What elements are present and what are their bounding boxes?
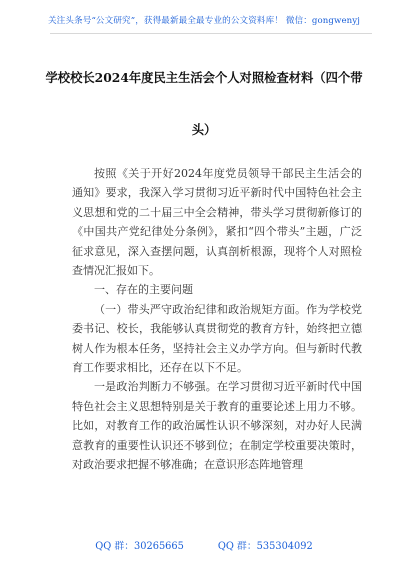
footer-qq-groups	[0, 538, 408, 552]
document-title-line-2: 头）	[191, 122, 217, 137]
intro-paragraph: 按照《关于开好2024年度党员领导干部民主生活会的通知》要求，我深入学习贯彻习近平新时代中国特色社会主义思想和党的二十届三中全会精神，带头学习贯彻新修订的《中国共产党纪律处分条例》，紧扣“四个带头”主题，广泛征求意见，深入查摆问题，认真剖析根源，现将个人对照检查情况汇报如下。	[72, 167, 362, 278]
subsection-paragraph: （一）带头严守政治纪律和政治规矩方面。作为学校党委书记、校长，我能够认真贯彻党的教育方针，始终把立德树人作为根本任务，坚持社会主义办学方向。但与新时代教育工作要求相比，还存在以下不足。	[72, 302, 362, 375]
footer-qq-left: QQ 群：30265665	[95, 541, 184, 552]
point-one-paragraph: 一是政治判断力不够强。在学习贯彻习近平新时代中国特色社会主义思想特别是关于教育的重要论述上用力不够。比如，对教育工作的政治属性认识不够深刻，对办好人民满意教育的重要性认识还不够到位；在制定学校重要决策时，对政治要求把握不够准确；在意识形态阵地管理	[72, 380, 362, 472]
footer-qq-right: QQ 群：535304092	[217, 541, 313, 552]
header-banner: 关注头条号“公文研究”，获得最新最全最专业的公文资料库！ 微信：gongwenyj	[47, 16, 361, 26]
document-title-line-1: 学校校长2024年度民主生活会个人对照检查材料（四个带	[45, 70, 363, 85]
section-heading: 一、存在的主要问题	[94, 283, 193, 297]
document-body	[72, 164, 362, 475]
header-divider	[50, 33, 372, 34]
